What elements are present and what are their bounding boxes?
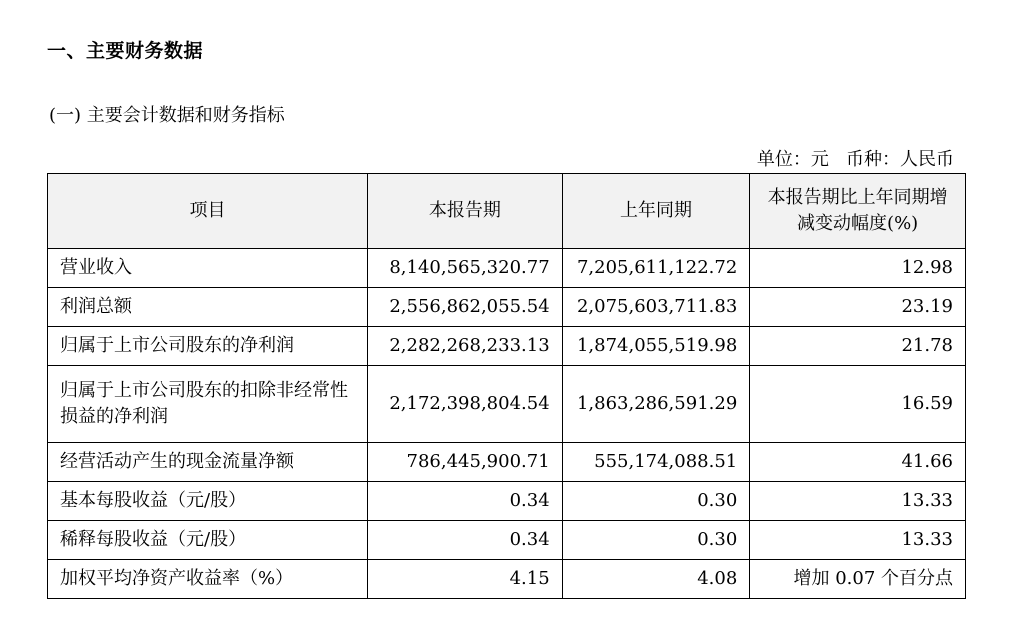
current-value: 2,556,862,055.54 [368,288,563,327]
change-value: 41.66 [750,443,966,482]
header-item: 项目 [48,174,368,249]
header-prior-period: 上年同期 [562,174,750,249]
row-label: 归属于上市公司股东的净利润 [48,327,368,366]
prior-value: 1,874,055,519.98 [562,327,750,366]
table-row [48,560,966,599]
current-value: 0.34 [368,521,563,560]
current-value: 786,445,900.71 [368,443,563,482]
row-label: 利润总额 [48,288,368,327]
current-value: 4.15 [368,560,563,599]
header-change-pct: 本报告期比上年同期增减变动幅度(%) [750,174,966,249]
change-value: 12.98 [750,249,966,288]
row-label: 营业收入 [48,249,368,288]
row-label: 稀释每股收益（元/股） [48,521,368,560]
prior-value: 0.30 [562,482,750,521]
table-row [48,249,966,288]
current-value: 2,172,398,804.54 [368,366,563,443]
current-value: 8,140,565,320.77 [368,249,563,288]
sub-title: (一) 主要会计数据和财务指标 [49,105,285,126]
prior-value: 1,863,286,591.29 [562,366,750,443]
row-label: 归属于上市公司股东的扣除非经常性损益的净利润 [48,366,368,443]
change-value: 21.78 [750,327,966,366]
current-value: 2,282,268,233.13 [368,327,563,366]
section-title: 一、主要财务数据 [47,40,204,62]
table-row [48,288,966,327]
change-value: 23.19 [750,288,966,327]
unit-currency-line: 单位：元 币种：人民币 [756,149,954,170]
table-row [48,443,966,482]
prior-value: 0.30 [562,521,750,560]
prior-value: 2,075,603,711.83 [562,288,750,327]
table-row [48,482,966,521]
table-row [48,327,966,366]
header-current-period: 本报告期 [368,174,563,249]
change-value: 13.33 [750,521,966,560]
prior-value: 4.08 [562,560,750,599]
change-value: 16.59 [750,366,966,443]
prior-value: 7,205,611,122.72 [562,249,750,288]
row-label: 加权平均净资产收益率（%） [48,560,368,599]
prior-value: 555,174,088.51 [562,443,750,482]
row-label: 经营活动产生的现金流量净额 [48,443,368,482]
table-header-row [48,174,966,249]
change-value: 增加 0.07 个百分点 [750,560,966,599]
current-value: 0.34 [368,482,563,521]
row-label: 基本每股收益（元/股） [48,482,368,521]
table-row [48,366,966,443]
change-value: 13.33 [750,482,966,521]
table-row [48,521,966,560]
financial-data-table [47,173,966,599]
